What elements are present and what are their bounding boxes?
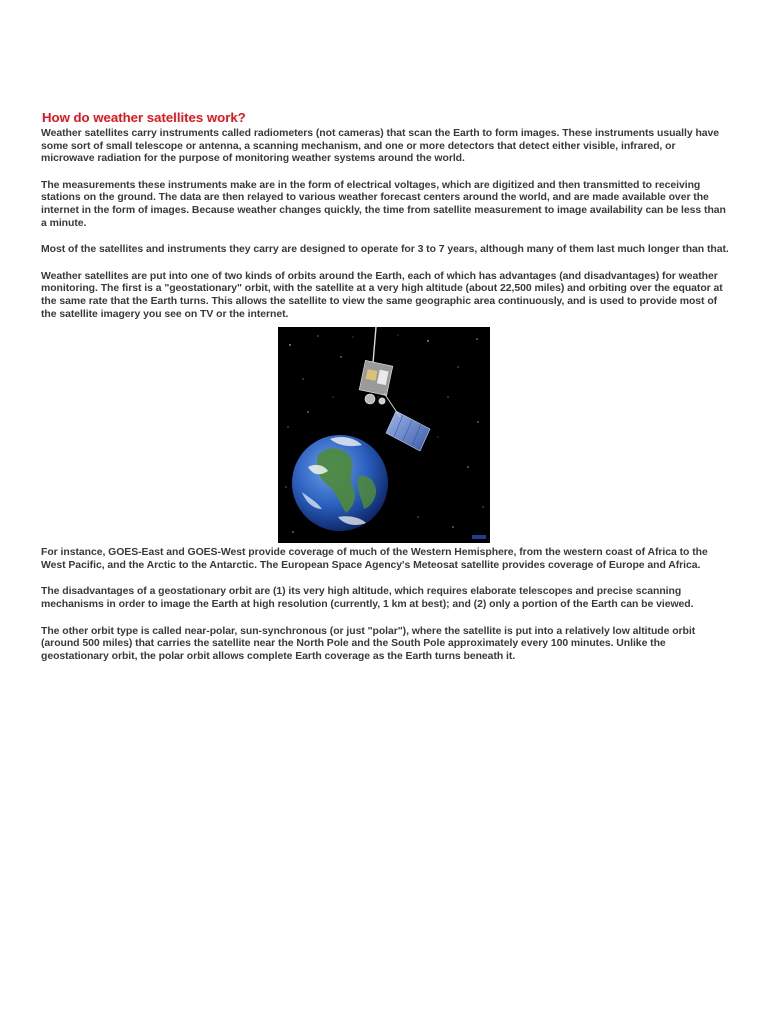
satellite-earth-image xyxy=(278,327,490,543)
paragraph: The other orbit type is called near-polar, sun-synchronous (or just "polar"), where the satellite is put into a relatively low altitude orbit (around 500 miles) that carries the satellite near the North Pole and the South Pole approximately every 100 minutes. Unlike the geostationary orbit, the polar orbit allows complete Earth coverage as the Earth turns beneath it. xyxy=(41,625,696,662)
satellite-earth-illustration xyxy=(278,327,490,543)
paragraph: For instance, GOES-East and GOES-West provide coverage of much of the Western Hemisphere, from the western coast of Africa to the West Pacific, and the Arctic to the Antarctic. The European Space Agency's Meteosat satellite provides coverage of Europe and Africa. xyxy=(41,547,708,571)
earth-globe xyxy=(292,435,388,531)
paragraph: Most of the satellites and instruments they carry are designed to operate for 3 to 7 years, although many of them last much longer than that. xyxy=(41,244,729,256)
logo-mark xyxy=(472,535,486,539)
paragraph: Weather satellites are put into one of two kinds of orbits around the Earth, each of which has advantages (and disadvantages) for weather monitoring. The first is a "geostationary" orbit, with the satellite at a very high altitude (about 22,500 miles) and orbiting over the equator at the same rate that the Earth turns. This allows the satellite to view the same geographic area continuously, and is used to provide most of the satellite imagery you see on TV or the internet. xyxy=(41,270,723,320)
page-title: How do weather satellites work? xyxy=(42,110,246,125)
paragraph: The disadvantages of a geostationary orbit are (1) its very high altitude, which requires elaborate telescopes and precise scanning mechanisms in order to image the Earth at high resolution (currently, 1 km at best); and (2) only a portion of the Earth can be viewed. xyxy=(41,586,694,610)
paragraph: Weather satellites carry instruments called radiometers (not cameras) that scan the Earth to form images. These instruments usually have some sort of small telescope or antenna, a scanning mechanism, and one or more detectors that detect either visible, infrared, or microwave radiation for the purpose of monitoring weather systems around the world. xyxy=(41,128,720,165)
document-page xyxy=(41,110,731,677)
paragraph: The measurements these instruments make are in the form of electrical voltages, which are digitized and then transmitted to receiving stations on the ground. The data are then relayed to various weather forecast centers around the world, and are made available over the internet in the form of images. Because weather changes quickly, the time from satellite measurement to image availability can be less than a minute. xyxy=(41,179,726,229)
